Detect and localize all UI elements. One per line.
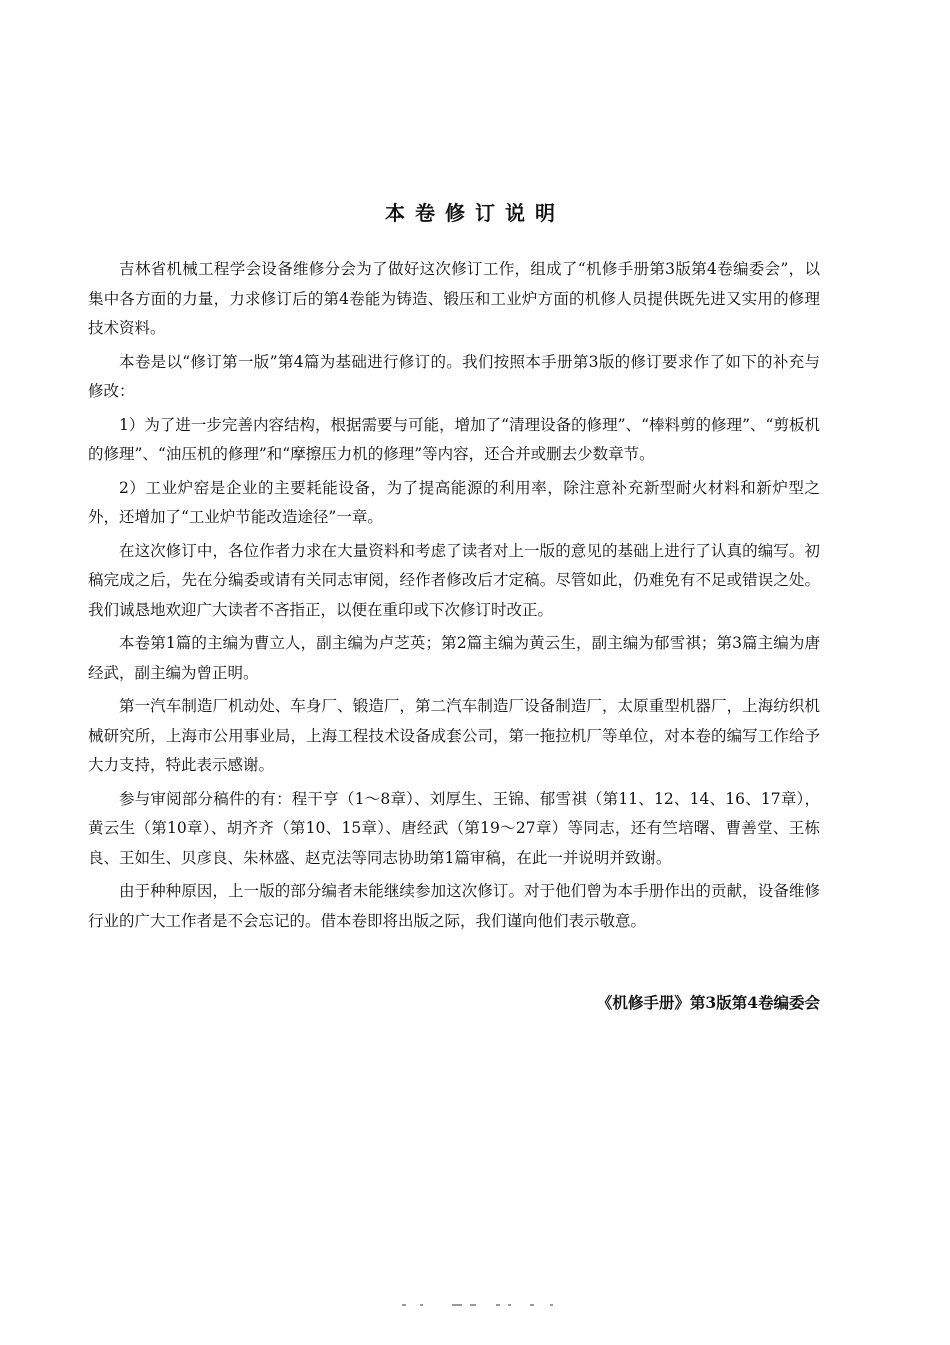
paragraph-intro: 吉林省机械工程学会设备维修分会为了做好这次修订工作，组成了“机修手册第3版第4卷编委会”，以集中各方面的力量，力求修订后的第4卷能为铸造、锻压和工业炉方面的机修人员提供既先进又实用的修理技术资料。 <box>88 260 820 337</box>
paragraph-thanks-units: 第一汽车制造厂机动处、车身厂、锻造厂，第二汽车制造厂设备制造厂，太原重型机器厂，上海纺织机械研究所，上海市公用事业局，上海工程技术设备成套公司，第一拖拉机厂等单位，对本卷的编写工作给予大力支持，特此表示感谢。 <box>88 697 820 774</box>
paragraph-item-2: 2）工业炉窑是企业的主要耗能设备，为了提高能源的利用率，除注意补充新型耐火材料和新炉型之外，还增加了“工业炉节能改造途径”一章。 <box>88 478 820 526</box>
body-text <box>88 255 820 940</box>
paragraph-basis: 本卷是以“修订第一版”第4篇为基础进行修订的。我们按照本手册第3版的修订要求作了如下的补充与修改： <box>88 352 820 400</box>
paragraph-revision: 在这次修订中，各位作者力求在大量资料和考虑了读者对上一版的意见的基础上进行了认真的编写。初稿完成之后，先在分编委或请有关同志审阅，经作者修改后才定稿。尽管如此，仍难免有不足或错误之处。我们诚恳地欢迎广大读者不吝指正，以便在重印或下次修订时改正。 <box>88 541 820 619</box>
page-title: 本卷修订说明 <box>385 201 565 225</box>
scan-noise-marks <box>0 1301 950 1311</box>
paragraph-item-1: 1）为了进一步完善内容结构，根据需要与可能，增加了“清理设备的修理”、“棒料剪的修理”、“剪板机的修理”、“油压机的修理”和“摩擦压力机的修理”等内容，还合并或删去少数章节。 <box>88 415 820 463</box>
paragraph-editors: 本卷第1篇的主编为曹立人，副主编为卢芝英；第2篇主编为黄云生，副主编为郁雪祺；第3篇主编为唐经武，副主编为曾正明。 <box>88 634 820 682</box>
paragraph-reviewers: 参与审阅部分稿件的有：程干亨（1～8章）、刘厚生、王锦、郁雪祺（第11、12、14、16、17章），黄云生（第10章）、胡齐齐（第10、15章）、唐经武（第19～27章）等同志，还有竺培曙、曹善堂、王栋良、王如生、贝彦良、朱林盛、赵克法等同志协助第1篇审稿，在此一并说明并致谢。 <box>88 789 820 867</box>
signature: 《机修手册》第3版第4卷编委会 <box>596 993 820 1012</box>
paragraph-tribute: 由于种种原因，上一版的部分编者未能继续参加这次修订。对于他们曾为本手册作出的贡献，设备维修行业的广大工作者是不会忘记的。借本卷即将出版之际，我们谨向他们表示敬意。 <box>88 882 820 930</box>
